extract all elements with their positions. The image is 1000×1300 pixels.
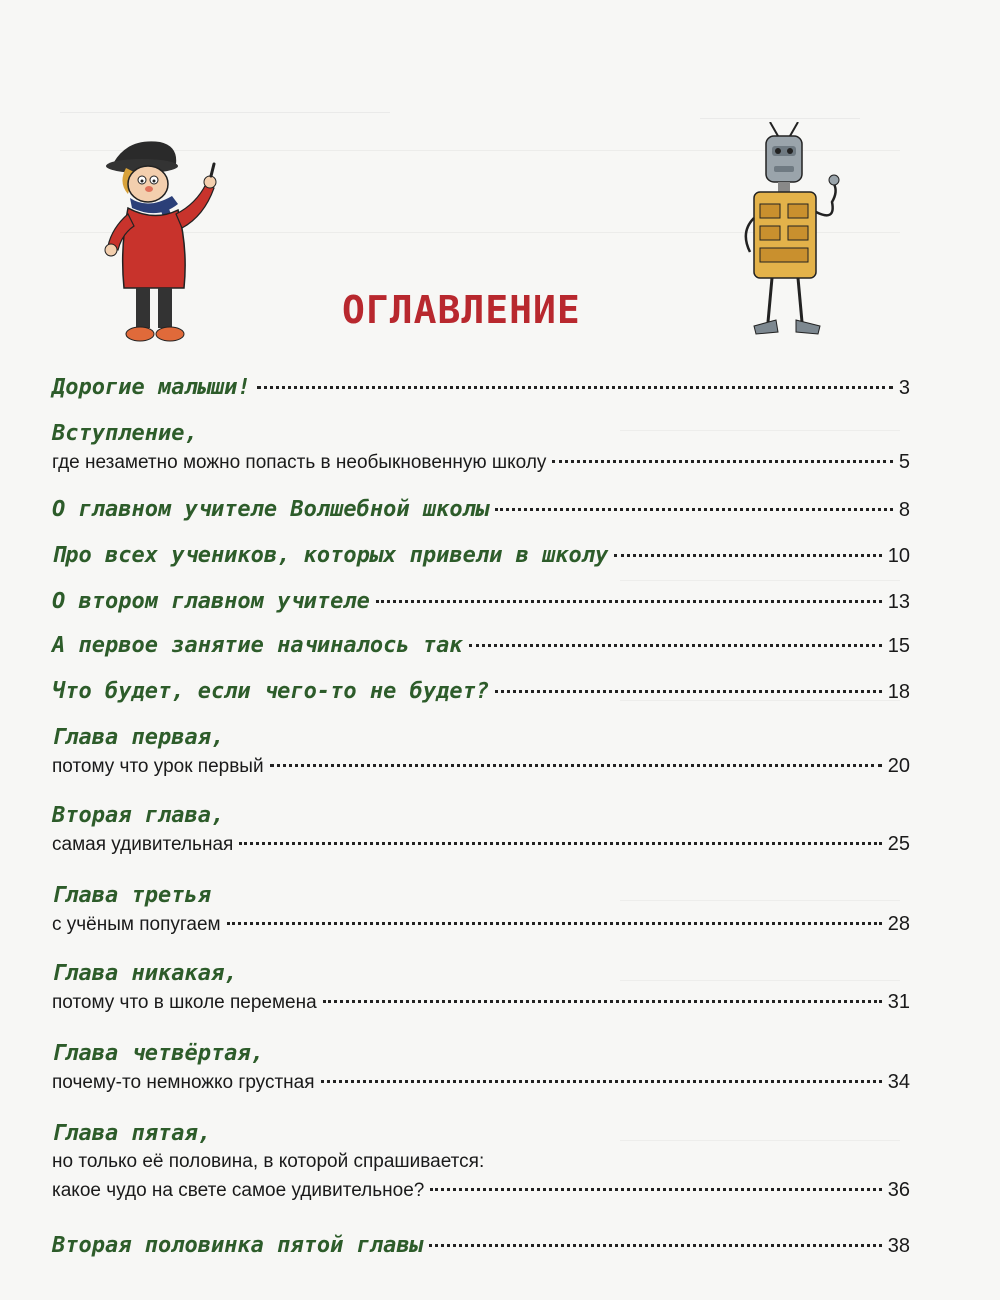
toc-entry-subtitle: где незаметно можно попасть в необыкновенную школу [52, 452, 547, 473]
toc-entry-subtitle: потому что урок первый [52, 756, 264, 777]
toc-entry[interactable] [52, 678, 910, 706]
toc-title: ОГЛАВЛЕНИЕ [342, 288, 581, 332]
toc-entry[interactable] [52, 960, 910, 1017]
robot-character-illustration [740, 122, 850, 352]
toc-entry-page: 34 [887, 1071, 910, 1093]
dot-leader [469, 644, 882, 647]
toc-entry-heading: Глава третья [52, 883, 211, 908]
toc-entry-page: 18 [887, 681, 910, 703]
toc-entry[interactable] [52, 1232, 910, 1260]
toc-entry[interactable] [52, 588, 910, 616]
toc-entry[interactable] [52, 1120, 910, 1205]
toc-entry[interactable] [52, 724, 910, 781]
toc-entry-subtitle: потому что в школе перемена [52, 992, 317, 1013]
dot-leader [257, 386, 893, 389]
toc-entry-heading: О втором главном учителе [52, 589, 370, 614]
toc-entry-subtitle: какое чудо на свете самое удивительное? [52, 1180, 425, 1201]
toc-entry-page: 28 [887, 913, 910, 935]
toc-entry[interactable] [52, 374, 910, 402]
toc-entry-page: 25 [887, 833, 910, 855]
dot-leader [323, 1000, 882, 1003]
toc-entry-page: 3 [898, 377, 910, 399]
toc-entry[interactable] [52, 632, 910, 660]
toc-entry-heading: Вторая половинка пятой главы [52, 1233, 423, 1258]
toc-entry-page: 15 [887, 635, 910, 657]
toc-entry-heading: Глава никакая, [52, 961, 238, 986]
dot-leader [321, 1080, 882, 1083]
toc-entry-heading: Вторая глава, [52, 803, 225, 828]
dot-leader [614, 554, 881, 557]
toc-entry-heading: Глава пятая, [52, 1121, 211, 1146]
toc-entry-subtitle: самая удивительная [52, 834, 234, 855]
dot-leader [495, 690, 882, 693]
toc-entry-page: 10 [887, 545, 910, 567]
dot-leader [495, 508, 893, 511]
dot-leader [270, 764, 882, 767]
dot-leader [227, 922, 882, 925]
toc-entry-subtitle: почему-то немножко грустная [52, 1072, 315, 1093]
toc-entry-subtitle: но только её половина, в которой спрашивается: [52, 1151, 485, 1172]
toc-entry-heading: Дорогие малыши! [52, 375, 251, 400]
toc-entry[interactable] [52, 1040, 910, 1097]
toc-entry-heading: О главном учителе Волшебной школы [52, 497, 490, 522]
toc-entry-heading: Что будет, если чего-то не будет? [52, 679, 490, 704]
toc-entry-heading: Вступление, [52, 421, 198, 446]
dot-leader [239, 842, 881, 845]
toc-entry-page: 38 [887, 1235, 910, 1257]
boy-character-illustration [98, 128, 228, 350]
toc-entry-subtitle: с учёным попугаем [52, 914, 221, 935]
toc-entry-page: 20 [887, 755, 910, 777]
toc-entry-heading: А первое занятие начиналось так [52, 633, 463, 658]
toc-entry-heading: Глава первая, [52, 725, 225, 750]
toc-entry-page: 13 [887, 591, 910, 613]
toc-entry-heading: Про всех учеников, которых привели в школу [52, 543, 609, 568]
toc-entry[interactable] [52, 882, 910, 939]
toc-entry[interactable] [52, 496, 910, 524]
toc-entry-heading: Глава четвёртая, [52, 1041, 264, 1066]
toc-entry[interactable] [52, 420, 910, 477]
toc-entry-page: 31 [887, 991, 910, 1013]
dot-leader [429, 1244, 882, 1247]
dot-leader [430, 1188, 881, 1191]
dot-leader [552, 460, 892, 463]
toc-entry-page: 36 [887, 1179, 910, 1201]
toc-entry-page: 5 [898, 451, 910, 473]
toc-entry-page: 8 [898, 499, 910, 521]
dot-leader [376, 600, 882, 603]
toc-entry[interactable] [52, 802, 910, 859]
toc-entry[interactable] [52, 542, 910, 570]
